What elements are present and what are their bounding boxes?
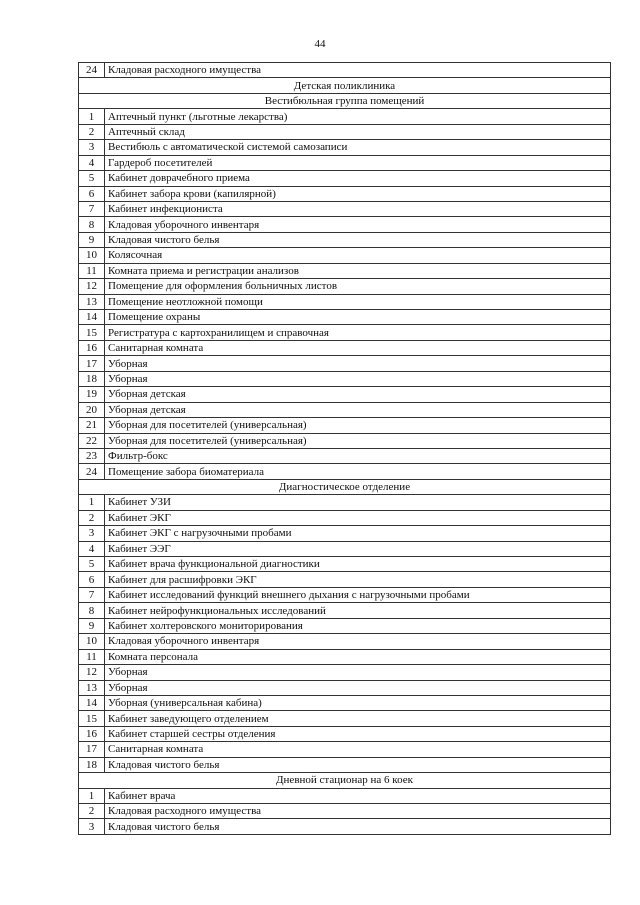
table-row <box>79 634 611 649</box>
section-title: Диагностическое отделение <box>79 479 611 494</box>
room-name: Вестибюль с автоматической системой самозаписи <box>105 140 611 155</box>
room-name: Санитарная комната <box>105 742 611 757</box>
table-row <box>79 433 611 448</box>
room-name: Аптечный пункт (льготные лекарства) <box>105 109 611 124</box>
page-number: 44 <box>314 38 326 50</box>
room-name: Уборная детская <box>105 387 611 402</box>
room-name: Колясочная <box>105 248 611 263</box>
room-name: Регистратура с картохранилищем и справочная <box>105 325 611 340</box>
room-name: Кабинет ЭКГ с нагрузочными пробами <box>105 526 611 541</box>
room-name: Комната персонала <box>105 649 611 664</box>
room-name: Кабинет ЭЭГ <box>105 541 611 556</box>
section-header-row <box>79 773 611 788</box>
row-number: 15 <box>79 711 105 726</box>
row-number: 17 <box>79 742 105 757</box>
room-name: Кладовая уборочного инвентаря <box>105 217 611 232</box>
room-name: Фильтр-бокс <box>105 448 611 463</box>
room-name: Кладовая уборочного инвентаря <box>105 634 611 649</box>
room-name: Кабинет инфекциониста <box>105 201 611 216</box>
row-number: 24 <box>79 63 105 78</box>
row-number: 7 <box>79 201 105 216</box>
table-row <box>79 109 611 124</box>
table-row <box>79 680 611 695</box>
room-name: Кабинет врача функциональной диагностики <box>105 557 611 572</box>
table-row <box>79 557 611 572</box>
room-name: Уборная <box>105 371 611 386</box>
row-number: 14 <box>79 310 105 325</box>
section-title: Дневной стационар на 6 коек <box>79 773 611 788</box>
room-name: Уборная <box>105 356 611 371</box>
table-row <box>79 387 611 402</box>
table-row <box>79 201 611 216</box>
table-row <box>79 402 611 417</box>
room-name: Помещение для оформления больничных листов <box>105 279 611 294</box>
room-name: Кабинет ЭКГ <box>105 510 611 525</box>
room-name: Гардероб посетителей <box>105 155 611 170</box>
table-row <box>79 587 611 602</box>
row-number: 10 <box>79 634 105 649</box>
table-row <box>79 248 611 263</box>
room-name: Уборная для посетителей (универсальная) <box>105 418 611 433</box>
table-row <box>79 371 611 386</box>
table-row <box>79 217 611 232</box>
table-row <box>79 541 611 556</box>
table-row <box>79 819 611 834</box>
table-row <box>79 325 611 340</box>
table-row <box>79 171 611 186</box>
section-header-row <box>79 93 611 108</box>
room-name: Кабинет доврачебного приема <box>105 171 611 186</box>
table-row <box>79 310 611 325</box>
table-row <box>79 140 611 155</box>
table-row <box>79 340 611 355</box>
room-name: Комната приема и регистрации анализов <box>105 263 611 278</box>
row-number: 13 <box>79 680 105 695</box>
section-header-row <box>79 78 611 93</box>
row-number: 6 <box>79 572 105 587</box>
row-number: 13 <box>79 294 105 309</box>
table-row <box>79 155 611 170</box>
table-row <box>79 418 611 433</box>
rooms-table <box>78 62 611 835</box>
row-number: 6 <box>79 186 105 201</box>
table-row <box>79 726 611 741</box>
table-row <box>79 711 611 726</box>
table-row <box>79 603 611 618</box>
row-number: 23 <box>79 448 105 463</box>
row-number: 17 <box>79 356 105 371</box>
table-row <box>79 742 611 757</box>
table-row <box>79 649 611 664</box>
row-number: 7 <box>79 587 105 602</box>
room-name: Кладовая чистого белья <box>105 819 611 834</box>
section-title: Вестибюльная группа помещений <box>79 93 611 108</box>
room-name: Кабинет заведующего отделением <box>105 711 611 726</box>
table-row <box>79 788 611 803</box>
table-row <box>79 63 611 78</box>
row-number: 3 <box>79 140 105 155</box>
table-row <box>79 526 611 541</box>
row-number: 1 <box>79 495 105 510</box>
row-number: 19 <box>79 387 105 402</box>
room-name: Кабинет врача <box>105 788 611 803</box>
room-name: Уборная для посетителей (универсальная) <box>105 433 611 448</box>
row-number: 14 <box>79 695 105 710</box>
row-number: 24 <box>79 464 105 479</box>
room-name: Кабинет нейрофункциональных исследований <box>105 603 611 618</box>
room-name: Уборная детская <box>105 402 611 417</box>
room-name: Помещение охраны <box>105 310 611 325</box>
room-name: Кабинет холтеровского мониторирования <box>105 618 611 633</box>
table-row <box>79 279 611 294</box>
row-number: 10 <box>79 248 105 263</box>
table-row <box>79 572 611 587</box>
row-number: 9 <box>79 618 105 633</box>
row-number: 12 <box>79 665 105 680</box>
room-name: Санитарная комната <box>105 340 611 355</box>
row-number: 8 <box>79 217 105 232</box>
room-name: Уборная (универсальная кабина) <box>105 695 611 710</box>
table-row <box>79 448 611 463</box>
table-row <box>79 356 611 371</box>
row-number: 16 <box>79 340 105 355</box>
table-row <box>79 495 611 510</box>
row-number: 20 <box>79 402 105 417</box>
row-number: 21 <box>79 418 105 433</box>
table-row <box>79 464 611 479</box>
room-name: Уборная <box>105 680 611 695</box>
room-name: Кабинет исследований функций внешнего дыхания с нагрузочными пробами <box>105 587 611 602</box>
room-name: Кладовая чистого белья <box>105 232 611 247</box>
row-number: 3 <box>79 526 105 541</box>
table-row <box>79 186 611 201</box>
row-number: 11 <box>79 263 105 278</box>
section-header-row <box>79 479 611 494</box>
row-number: 2 <box>79 124 105 139</box>
room-name: Кабинет забора крови (капилярной) <box>105 186 611 201</box>
table-row <box>79 294 611 309</box>
table-row <box>79 510 611 525</box>
room-name: Кладовая расходного имущества <box>105 804 611 819</box>
row-number: 8 <box>79 603 105 618</box>
room-name: Кабинет для расшифровки ЭКГ <box>105 572 611 587</box>
room-name: Кабинет старшей сестры отделения <box>105 726 611 741</box>
table-row <box>79 124 611 139</box>
row-number: 4 <box>79 541 105 556</box>
row-number: 2 <box>79 510 105 525</box>
row-number: 1 <box>79 788 105 803</box>
table-row <box>79 804 611 819</box>
row-number: 4 <box>79 155 105 170</box>
table-row <box>79 232 611 247</box>
room-name: Помещение неотложной помощи <box>105 294 611 309</box>
room-name: Кладовая расходного имущества <box>105 63 611 78</box>
row-number: 5 <box>79 171 105 186</box>
row-number: 15 <box>79 325 105 340</box>
row-number: 18 <box>79 757 105 772</box>
room-name: Кабинет УЗИ <box>105 495 611 510</box>
room-name: Аптечный склад <box>105 124 611 139</box>
row-number: 16 <box>79 726 105 741</box>
room-name: Помещение забора биоматериала <box>105 464 611 479</box>
section-title: Детская поликлиника <box>79 78 611 93</box>
table-row <box>79 757 611 772</box>
room-name: Кладовая чистого белья <box>105 757 611 772</box>
table-row <box>79 263 611 278</box>
row-number: 5 <box>79 557 105 572</box>
table-row <box>79 665 611 680</box>
row-number: 3 <box>79 819 105 834</box>
row-number: 1 <box>79 109 105 124</box>
row-number: 12 <box>79 279 105 294</box>
rooms-table-body <box>79 63 611 835</box>
row-number: 22 <box>79 433 105 448</box>
table-row <box>79 618 611 633</box>
row-number: 9 <box>79 232 105 247</box>
table-row <box>79 695 611 710</box>
room-name: Уборная <box>105 665 611 680</box>
row-number: 2 <box>79 804 105 819</box>
row-number: 11 <box>79 649 105 664</box>
row-number: 18 <box>79 371 105 386</box>
